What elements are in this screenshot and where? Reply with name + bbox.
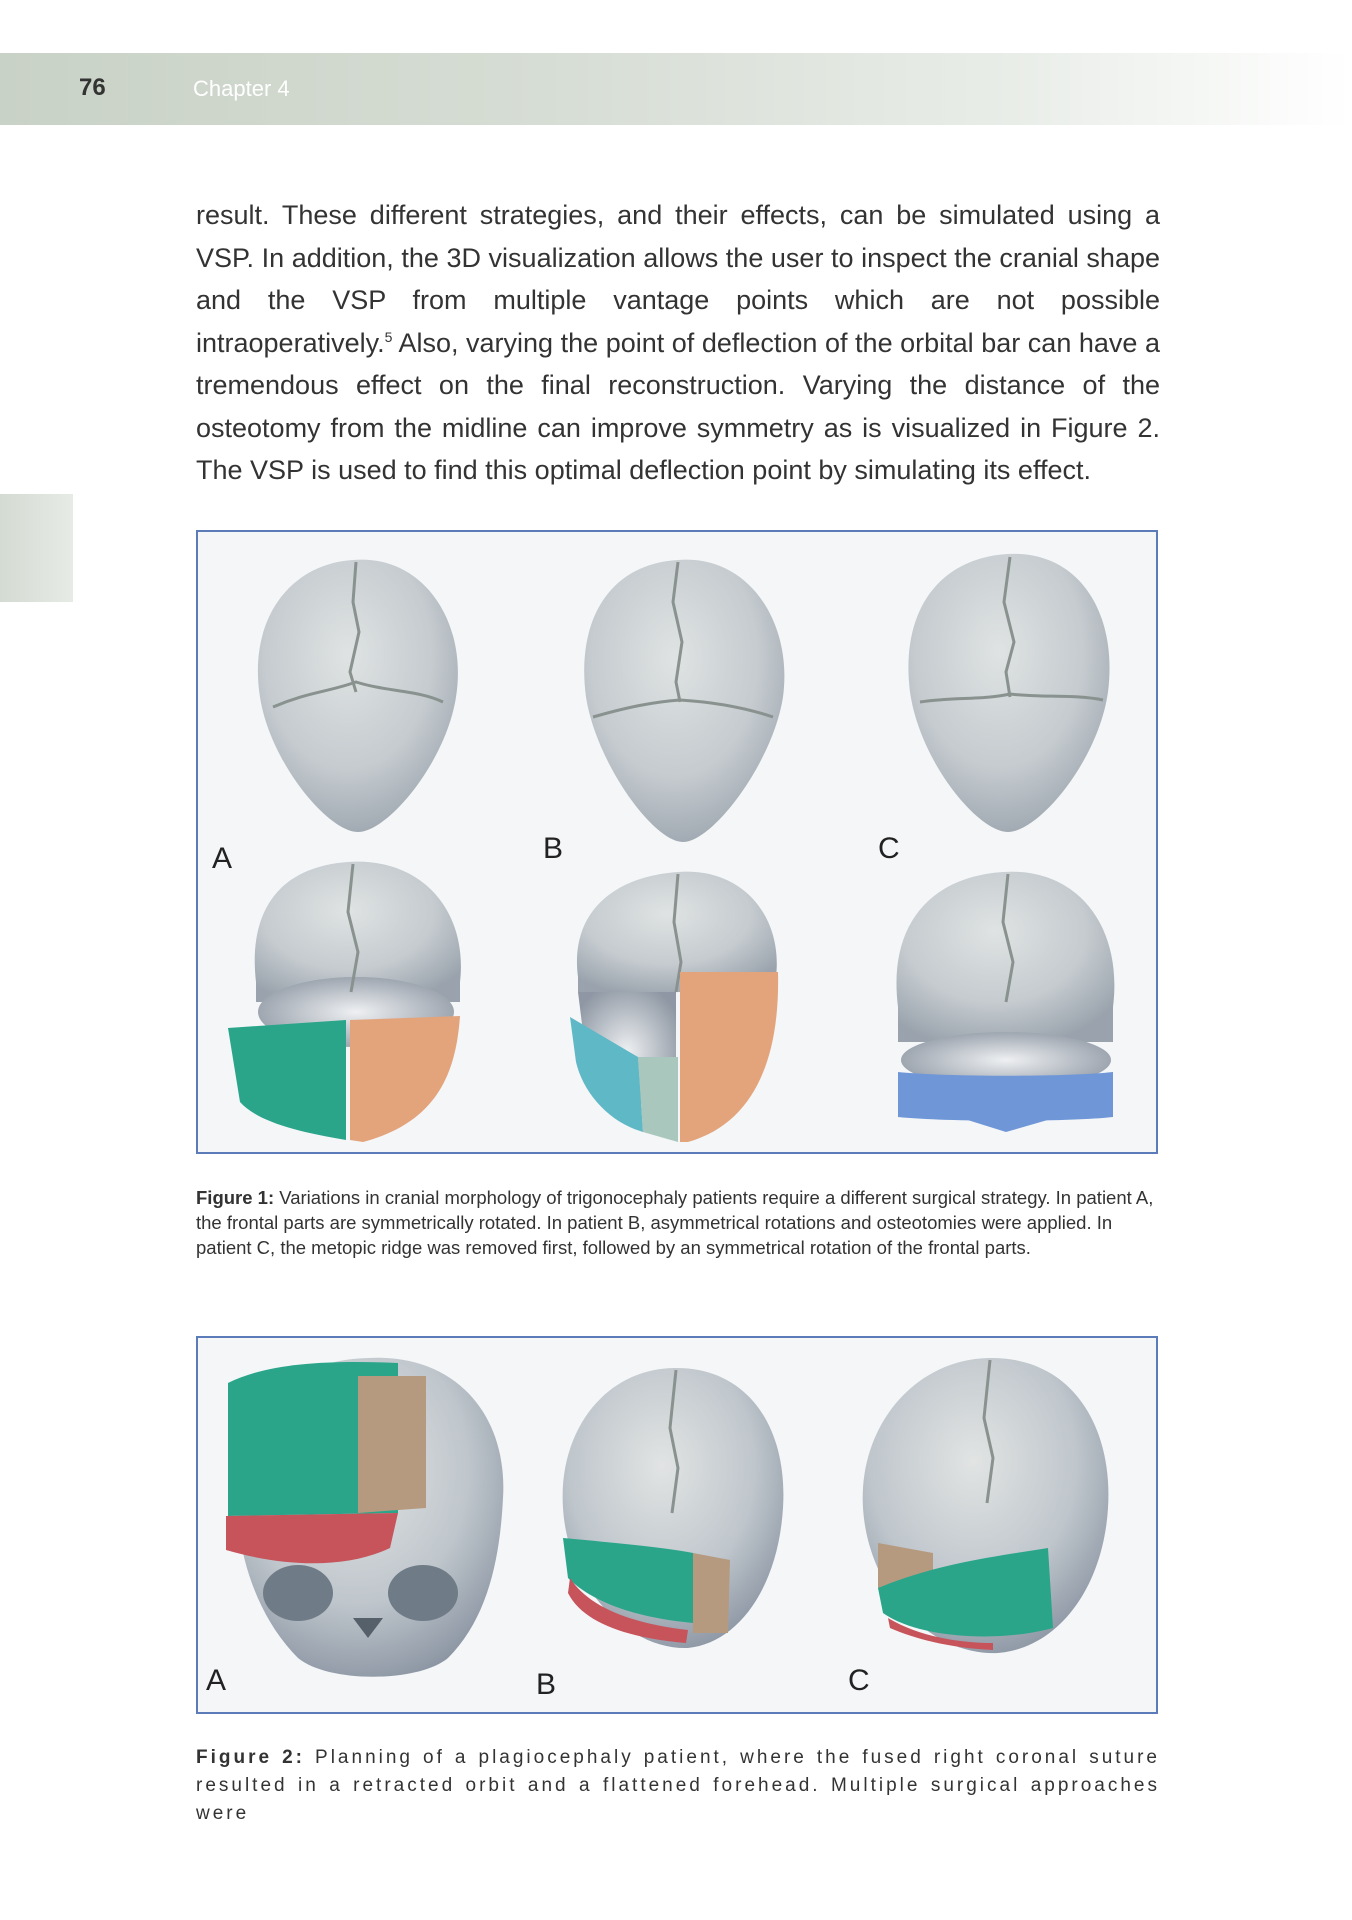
fig1-label-b: B [543,832,564,865]
skull-fig2-c [863,1358,1109,1653]
figure-2 [196,1336,1158,1714]
page-number: 76 [79,74,106,101]
figure-2-caption-text: Planning of a plagiocephaly patient, where the fused right coronal suture resulted in a retracted orbit and a flattened forehead. Multiple surgical approaches were [196,1747,1160,1824]
figure-1-caption [196,1185,1160,1260]
fig2-label-c: C [848,1664,870,1697]
paragraph-start: result. These different strategies, and their effects, can be simulated using a VSP. In addition, the 3D visualization allows the user to inspect the cranial shape and the VSP from multiple vantage points which are not possible intraoperatively. [196,200,1160,358]
figure-1 [196,530,1158,1154]
tan-piece-fig2-a [358,1376,426,1513]
orange-piece-a [350,1016,460,1142]
figure-1-caption-text: Variations in cranial morphology of trigonocephaly patients require a different surgical strategy. In patient A, the frontal parts are symmetrically rotated. In patient B, asymmetrical rotations and osteotomies were applied. In patient C, the metopic ridge was removed first, followed by an symmetrical rotation of the frontal parts. [196,1187,1154,1258]
figure-2-caption [196,1744,1160,1828]
fig2-label-a: A [206,1664,227,1697]
reference-number: 5 [384,328,393,345]
paragraph-end: Also, varying the point of deflection of the orbital bar can have a tremendous effect on the final reconstruction. Varying the distance of the osteotomy from the midline can improve symmetry as is visualized in Figure 2. The VSP is used to find this optimal deflection point by simulating its effect. [196,327,1160,485]
figure-1-image [198,532,1160,1156]
fig1-label-a: A [212,842,233,875]
light-piece-b [638,1057,678,1142]
orange-piece-b [680,972,778,1142]
skull-bottom-c [896,872,1114,1132]
skull-top-a [258,560,458,832]
fig1-label-c: C [878,832,900,865]
body-paragraph [196,194,1160,492]
skull-bottom-a [228,862,461,1142]
skull-bottom-b [570,872,778,1142]
skull-fig2-b [563,1368,784,1648]
green-piece-a [228,1020,346,1140]
skull-fig2-a [226,1358,503,1677]
tan-piece-fig2-b [693,1553,730,1633]
figure-2-caption-label: Figure 2: [196,1747,305,1768]
blue-piece-c [898,1072,1113,1121]
chapter-title: Chapter 4 [193,76,290,101]
figure-2-image [198,1338,1160,1716]
fig2-label-b: B [536,1668,557,1701]
skull-top-c [908,554,1109,832]
side-tab [0,494,73,602]
figure-1-caption-label: Figure 1: [196,1187,275,1208]
skull-top-b [584,560,784,842]
